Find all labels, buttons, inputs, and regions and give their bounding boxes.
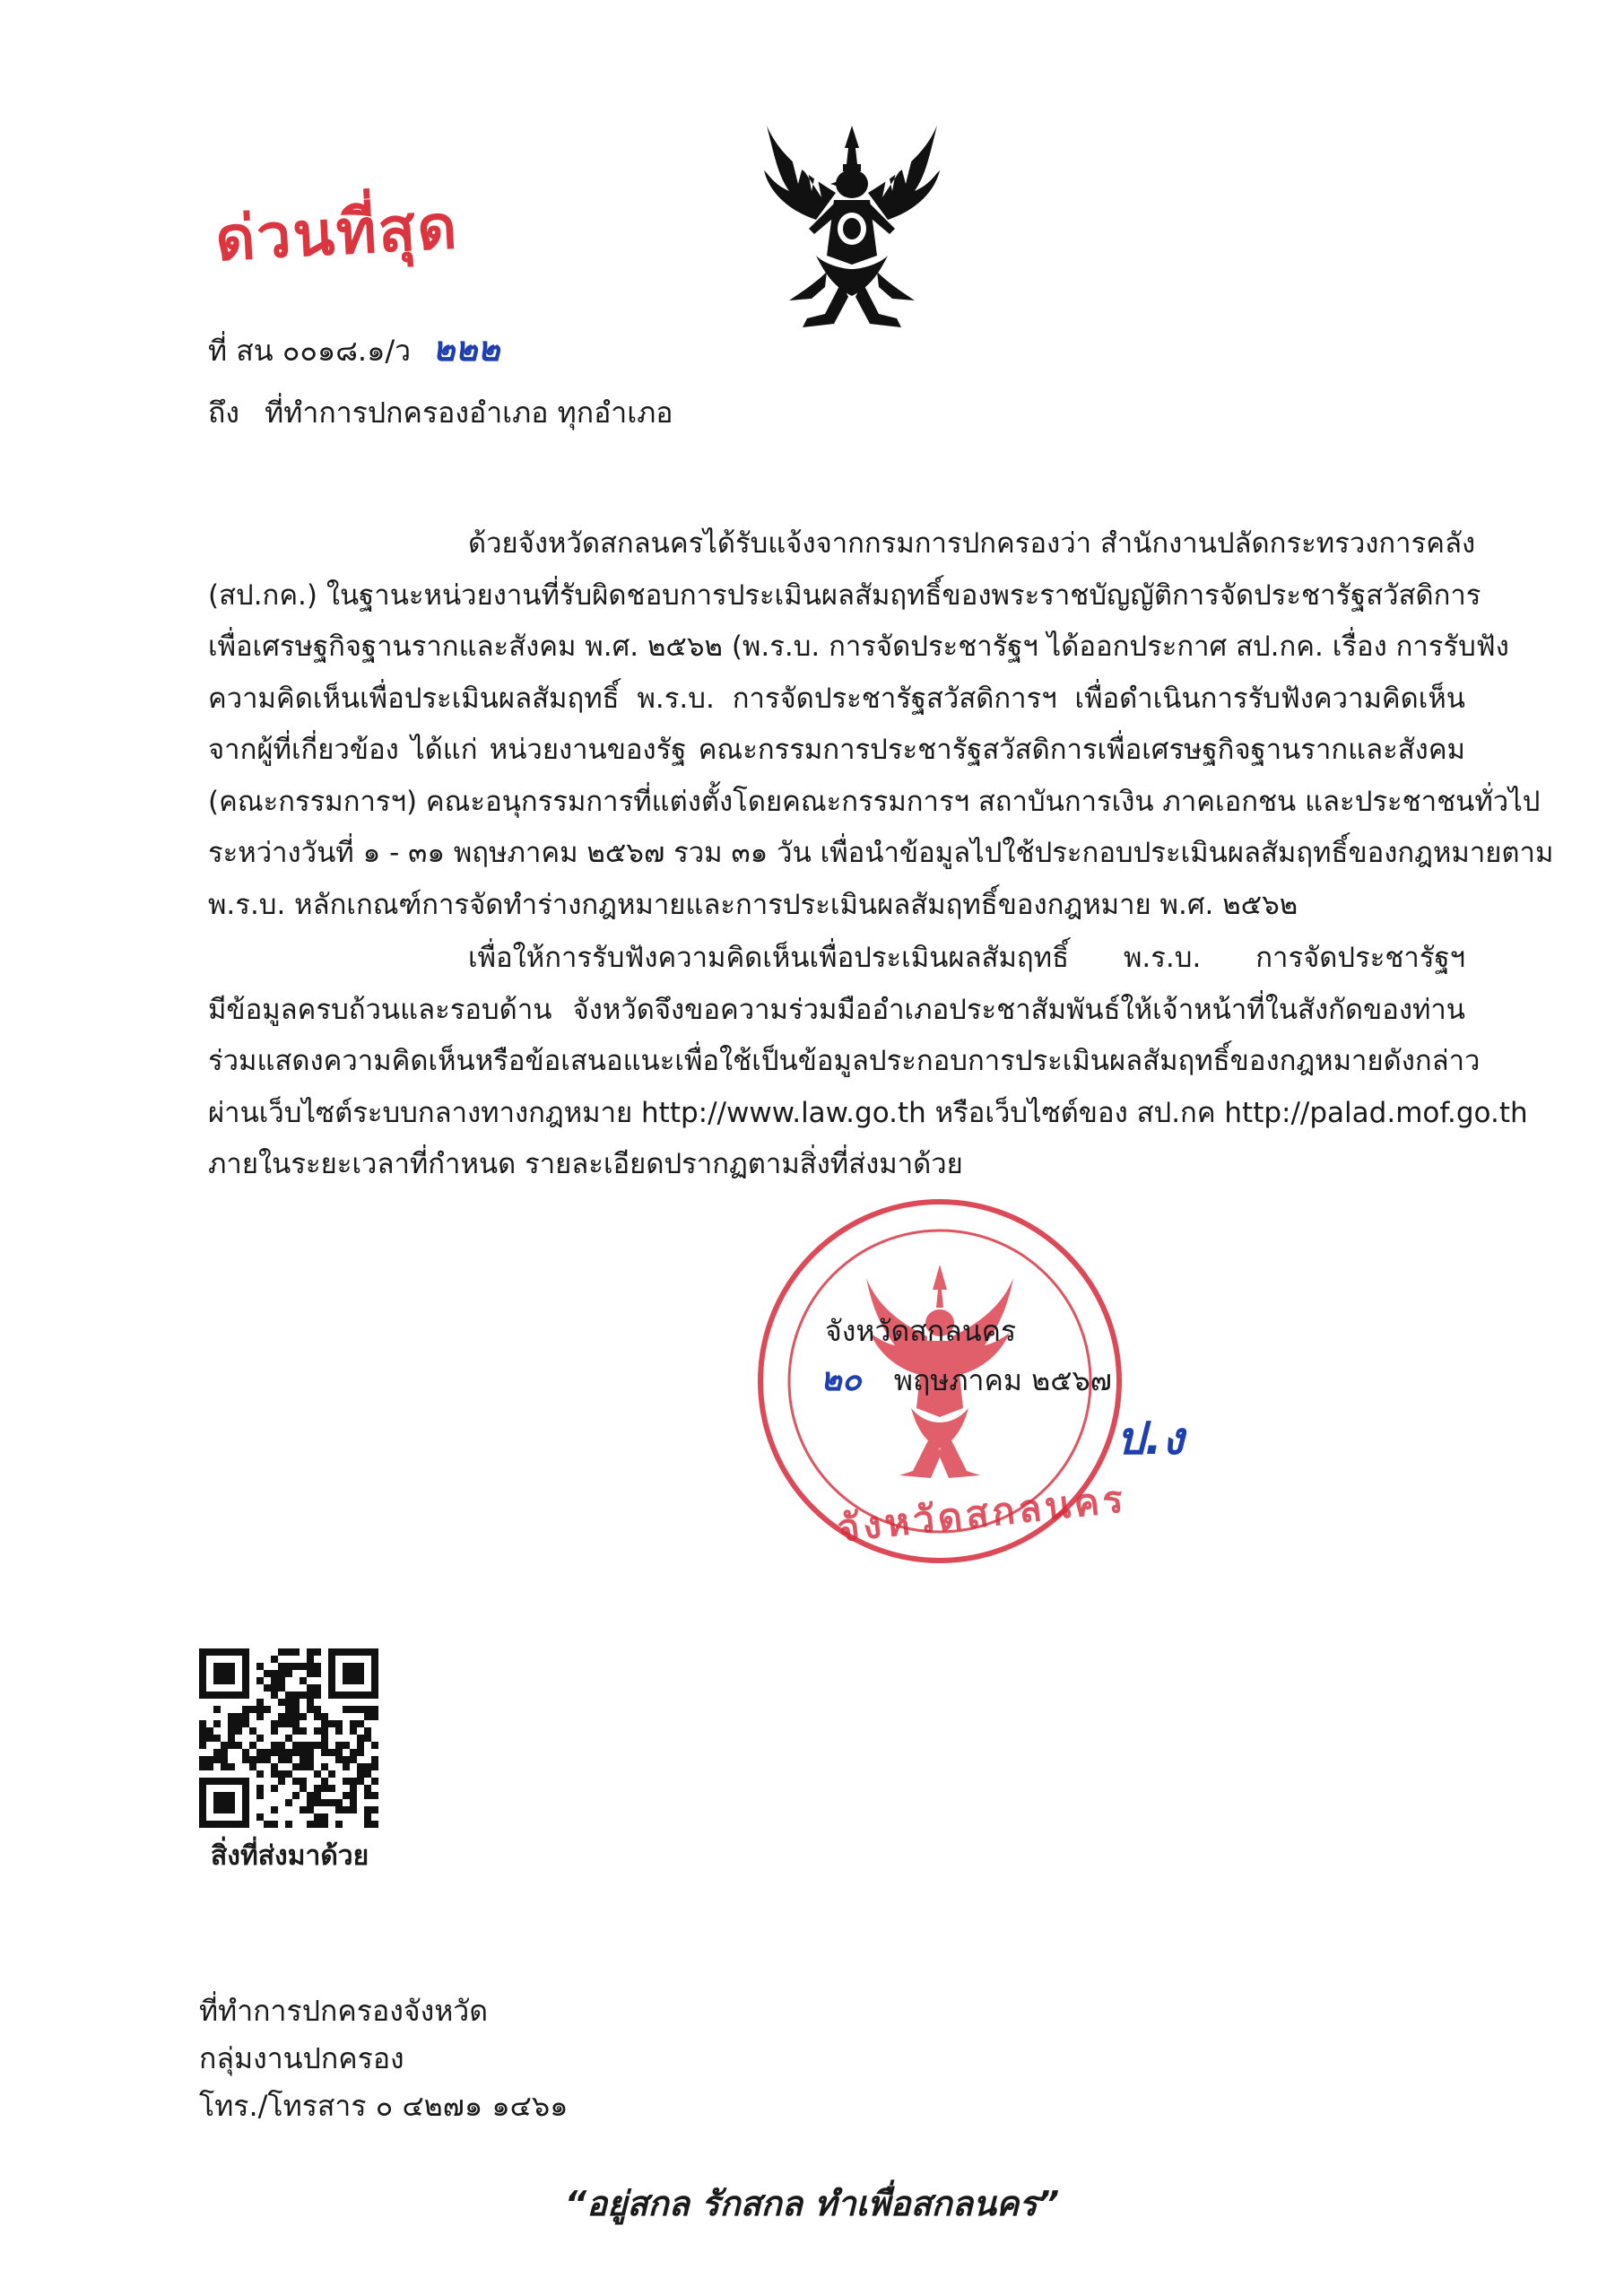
- enclosure-label: สิ่งที่ส่งมาด้วย: [211, 1840, 369, 1872]
- paragraph-line: ความคิดเห็นเพื่อประเมินผลสัมฤทธิ์ พ.ร.บ. การจัดประชารัฐสวัสดิการฯ เพื่อดำเนินการรับฟังความคิดเห็น: [208, 682, 1465, 715]
- footer-motto: “อยู่สกล รักสกล ทำเพื่อสกลนคร”: [564, 2184, 1060, 2223]
- seal-text: จังหวัดสกลนคร: [835, 1476, 1129, 1551]
- urgency-stamp: [213, 178, 461, 287]
- reference-prefix: ที่ สน ๐๐๑๘.๑/ว: [208, 334, 412, 368]
- paragraph-line: ภายในระยะเวลาที่กำหนด รายละเอียดปรากฏตามสิ่งที่ส่งมาด้วย: [208, 1148, 963, 1180]
- signature-initials: ป.ง: [1116, 1413, 1185, 1465]
- body-paragraph-1: [208, 518, 1554, 931]
- recipient-value: ที่ทำการปกครองอำเภอ ทุกอำเภอ: [265, 396, 673, 430]
- signature-province: จังหวัดสกลนคร: [825, 1314, 1017, 1348]
- paragraph-line: พ.ร.บ. หลักเกณฑ์การจัดทำร่างกฎหมายและการประเมินผลสัมฤทธิ์ของกฎหมาย พ.ศ. ๒๕๖๒: [208, 888, 1298, 921]
- contact-division: กลุ่มงานปกครอง: [199, 2041, 404, 2075]
- paragraph-line: (คณะกรรมการฯ) คณะอนุกรรมการที่แต่งตั้งโดยคณะกรรมการฯ สถาบันการเงิน ภาคเอกชน และประชาชนทั่วไป: [208, 785, 1541, 818]
- urgency-stamp-text: ด่วนที่สุด: [213, 191, 461, 276]
- garuda-emblem-icon: [762, 121, 942, 332]
- paragraph-line: ระหว่างวันที่ ๑ - ๓๑ พฤษภาคม ๒๕๖๗ รวม ๓๑ วัน เพื่อนำข้อมูลไปใช้ประกอบประเมินผลสัมฤทธิ์ของกฎหมายตาม: [208, 837, 1554, 869]
- paragraph-line: เพื่อให้การรับฟังความคิดเห็นเพื่อประเมินผลสัมฤทธิ์ พ.ร.บ. การจัดประชารัฐฯ: [468, 942, 1465, 974]
- recipient-label: ถึง: [208, 396, 239, 430]
- signature-day: ๒๐: [821, 1361, 862, 1398]
- paragraph-line: จากผู้ที่เกี่ยวข้อง ได้แก่ หน่วยงานของรัฐ คณะกรรมการประชารัฐสวัสดิการเพื่อเศรษฐกิจฐานรากและสังคม: [208, 734, 1465, 766]
- paragraph-line: (สป.กค.) ในฐานะหน่วยงานที่รับผิดชอบการประเมินผลสัมฤทธิ์ของพระราชบัญญัติการจัดประชารัฐสวัสดิการ: [208, 578, 1481, 612]
- qr-code-icon: [199, 1648, 378, 1828]
- paragraph-line: เพื่อเศรษฐกิจฐานรากและสังคม พ.ศ. ๒๕๖๒ (พ.ร.บ. การจัดประชารัฐฯ ได้ออกประกาศ สป.กค. เรื่อง การรับฟัง: [208, 631, 1509, 663]
- recipient-line: [208, 393, 673, 432]
- reference-line: [208, 329, 499, 370]
- paragraph-line: ด้วยจังหวัดสกลนครได้รับแจ้งจากกรมการปกครองว่า สำนักงานปลัดกระทรวงการคลัง: [468, 527, 1476, 560]
- paragraph-line: ผ่านเว็บไซต์ระบบกลางทางกฎหมาย http://www.law.go.th หรือเว็บไซต์ของ สป.กค http://palad.mof.go.th: [208, 1096, 1528, 1129]
- paragraph-line: มีข้อมูลครบถ้วนและรอบด้าน จังหวัดจึงขอความร่วมมืออำเภอประชาสัมพันธ์ให้เจ้าหน้าที่ในสังกัดของท่าน: [208, 993, 1465, 1026]
- contact-phone: โทร./โทรสาร ๐ ๔๒๗๑ ๑๔๖๑: [199, 2089, 569, 2123]
- body-paragraph-2: [208, 933, 1528, 1191]
- signature-date: [821, 1361, 1112, 1400]
- contact-office: ที่ทำการปกครองจังหวัด: [199, 1994, 489, 2028]
- signature-month-year: พฤษภาคม ๒๕๖๗: [893, 1363, 1112, 1397]
- reference-number: ๒๒๒: [432, 329, 500, 369]
- paragraph-line: ร่วมแสดงความคิดเห็นหรือข้อเสนอแนะเพื่อใช้เป็นข้อมูลประกอบการประเมินผลสัมฤทธิ์ของกฎหมายดังกล่าว: [208, 1045, 1481, 1077]
